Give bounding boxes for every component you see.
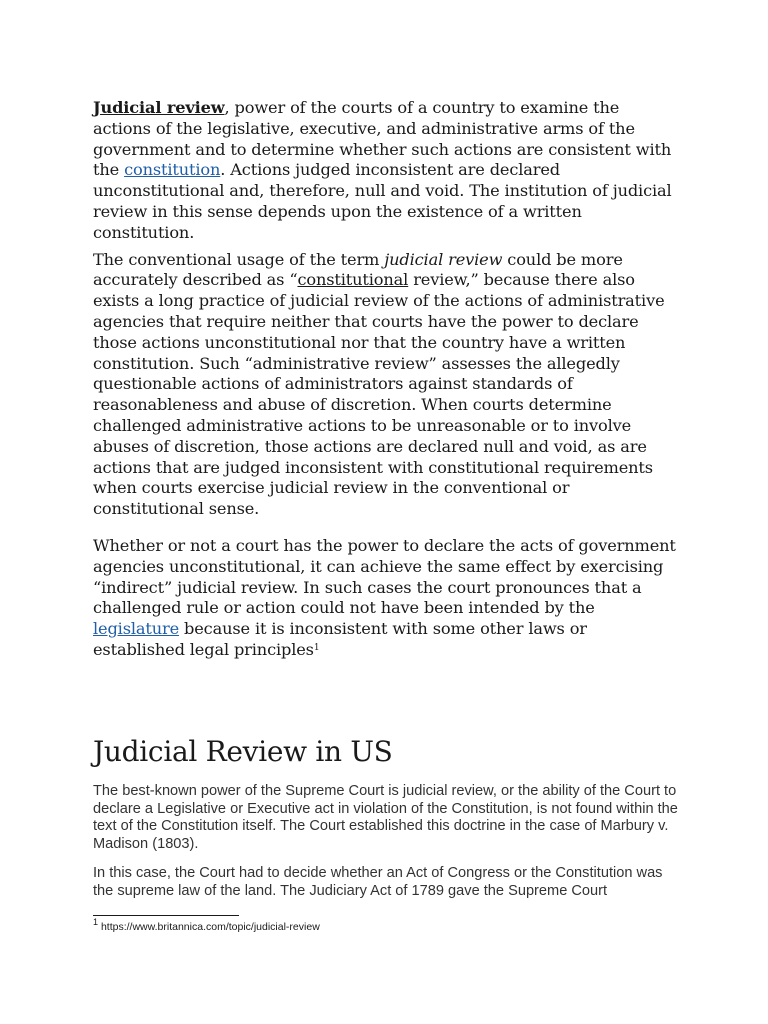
paragraph-indirect-review [93,536,677,661]
footnote-number: 1 [93,917,99,927]
link-legislature[interactable]: legislature [93,619,180,639]
usage-italic-term: judicial review [384,249,503,269]
footnote-separator [93,915,239,916]
intro-text-b: . Actions judged inconsistent are declared unconstitutional and, therefore, null and void. The institution of judicial review in this sense depends upon the existence of a written constitution. [93,160,672,242]
indirect-text-a: Whether or not a court has the power to declare the acts of government agencies unconstitutional, it can achieve the same effect by exercising “indirect” judicial review. In such cases the court pronounces that a challenged rule or action could not have been intended by the [93,535,676,618]
footnote-url: https://www.britannica.com/topic/judicial-review [100,921,320,933]
paragraph-us-best-known-power: The best-known power of the Supreme Court is judicial review, or the ability of the Court to declare a Legislative or Executive act in violation of the Constitution, is not found within the text of the Constitution itself. The Court established this doctrine in the case of Marbury v. Madison (1803). [93,783,678,852]
usage-text-a: The conventional usage of the term [93,249,385,269]
indirect-text-b: because it is inconsistent with some other laws or established legal principles [93,619,587,659]
document-body [93,98,677,661]
term-judicial-review: Judicial review [93,98,225,117]
link-constitution[interactable]: constitution [124,160,221,180]
paragraph-intro [93,98,677,244]
section-heading: Judicial Review in US [93,735,393,768]
paragraph-us-marbury-case: In this case, the Court had to decide whether an Act of Congress or the Constitution was the supreme law of the land. The Judiciary Act of 1789 gave the Supreme Court [93,865,663,899]
intro-text-a: , power of the courts of a country to examine the actions of the legislative, executive, and administrative arms of the government and to determine whether such actions are consistent with the [93,98,672,180]
usage-text-b: could be more accurately described as “ [93,249,623,290]
paragraph-conventional-usage [93,250,677,520]
usage-text-c: review,” because there also exists a long practice of judicial review of the actions of administrative agencies that require neither that courts have the power to declare those actions unconstitutional nor that the country have a written constitution. Such “administrative review” assesses the allegedly questionable actions of administrators against standards of reasonableness and abuse of discretion. When courts determine challenged administrative actions to be unreasonable or to involve abuses of discretion, those actions are declared null and void, as are actions that are judged inconsistent with constitutional requirements when courts exercise judicial review in the conventional or constitutional sense. [93,270,665,519]
usage-underlined-constitutional: constitutional [297,270,409,290]
footnote-reference[interactable]: 1 [313,642,320,653]
footnote [93,917,320,934]
